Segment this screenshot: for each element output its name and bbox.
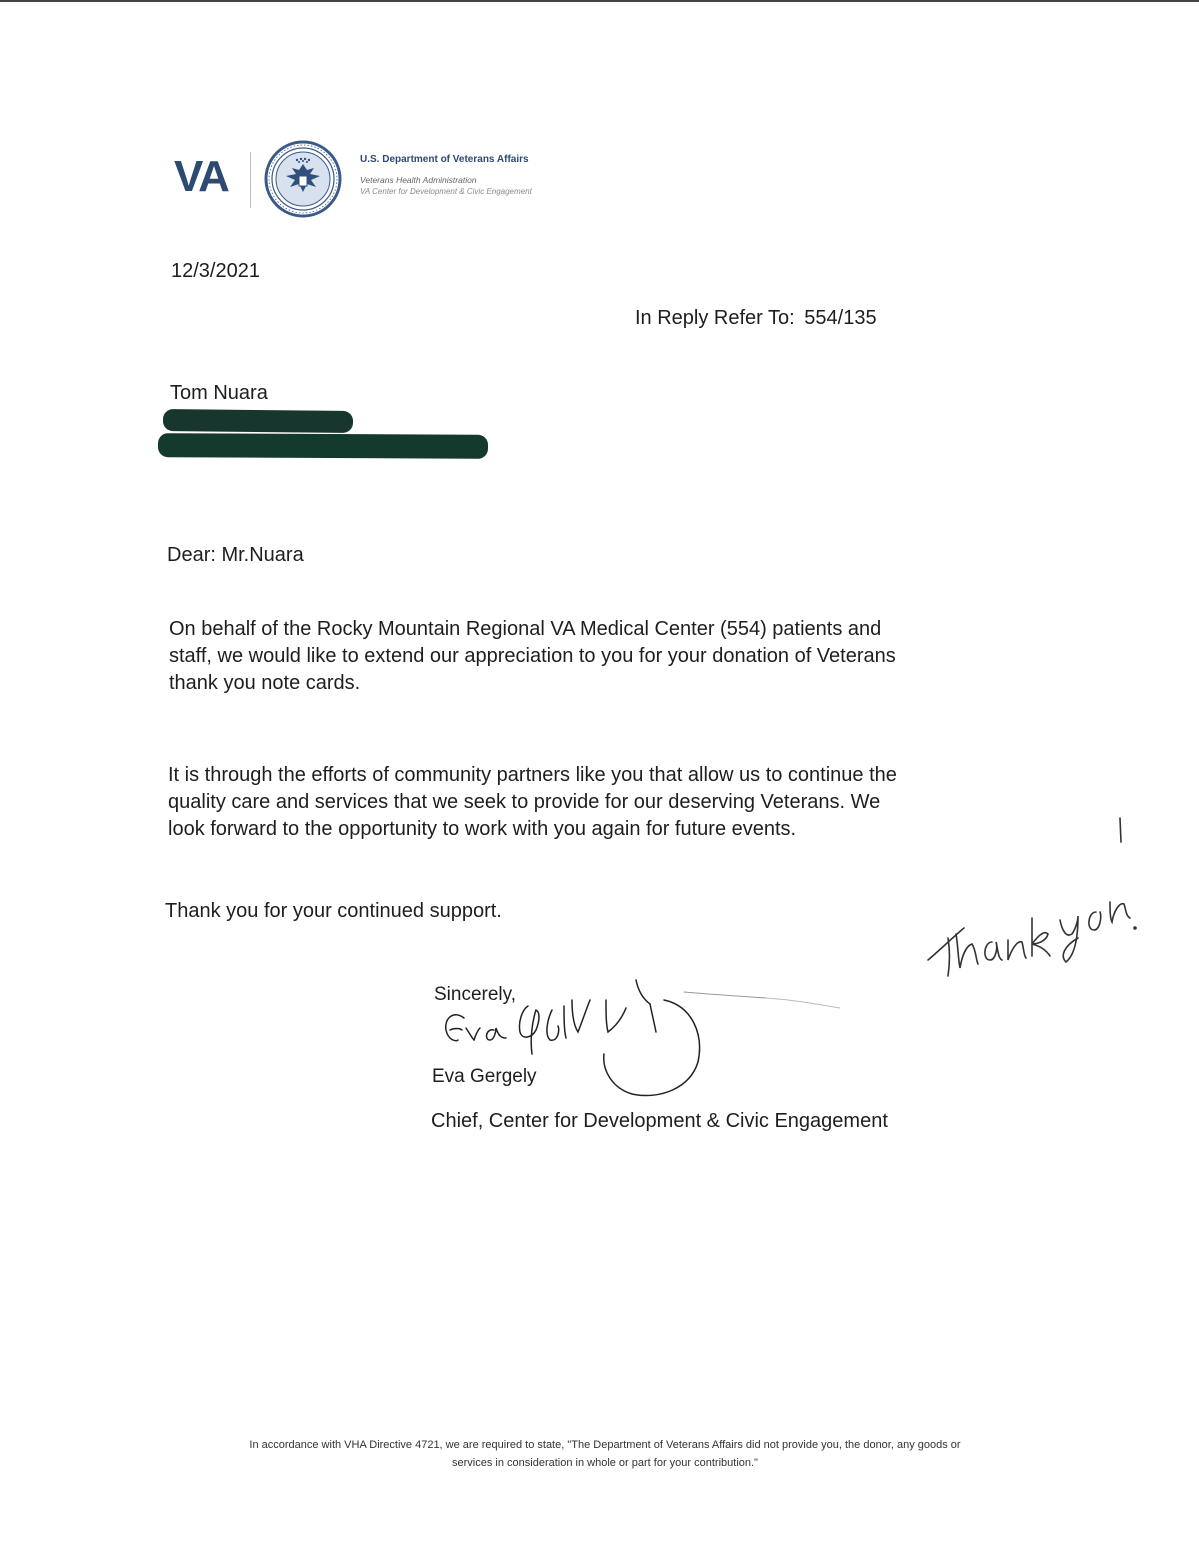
logo-divider: [250, 152, 251, 208]
redacted-address-line-2: [158, 433, 488, 459]
handwritten-thank-you: [920, 810, 1150, 990]
footer-line-1: In accordance with VHA Directive 4721, we are required to state, "The Department of Veterans Affairs did not provide you, the donor, any goods or: [249, 1439, 961, 1451]
footer-line-2: services in consideration in whole or part for your contribution.": [452, 1457, 758, 1469]
paragraph-1-line-2: staff, we would like to extend our appreciation to you for your donation of Veterans: [169, 645, 896, 667]
recipient-name: Tom Nuara: [170, 382, 268, 404]
paragraph-1-line-3: thank you note cards.: [169, 672, 361, 694]
signer-title: Chief, Center for Development & Civic Engagement: [431, 1110, 888, 1132]
va-logo: VA: [174, 152, 228, 201]
paragraph-2-line-3: look forward to the opportunity to work with you again for future events.: [168, 818, 797, 840]
center-name: VA Center for Development & Civic Engagement: [360, 187, 532, 196]
va-seal-icon: [264, 140, 342, 218]
paragraph-2-line-1: It is through the efforts of community partners like you that allow us to continue the: [168, 764, 897, 786]
body-paragraph-1: [169, 616, 896, 697]
letterhead: [174, 138, 614, 218]
closing-line: Thank you for your continued support.: [165, 900, 502, 922]
reference-label: In Reply Refer To:: [635, 307, 795, 329]
paragraph-2-line-2: quality care and services that we seek to provide for our deserving Veterans. We: [168, 791, 881, 813]
administration-name: Veterans Health Administration: [360, 175, 477, 185]
top-border: [0, 0, 1199, 2]
signer-name: Eva Gergely: [432, 1066, 537, 1087]
department-name: U.S. Department of Veterans Affairs: [360, 154, 529, 165]
redacted-address-line-1: [163, 409, 353, 433]
reference-number: 554/135: [804, 307, 877, 329]
salutation: Dear: Mr.Nuara: [167, 544, 304, 566]
reference-line: [635, 305, 877, 332]
department-block: [360, 154, 620, 196]
signature-closing: Sincerely,: [434, 984, 517, 1005]
body-paragraph-2: [168, 762, 897, 843]
paragraph-1-line-1: On behalf of the Rocky Mountain Regional VA Medical Center (554) patients and: [169, 618, 882, 640]
letter-date: 12/3/2021: [171, 260, 260, 282]
footer-disclaimer: [150, 1436, 1060, 1472]
